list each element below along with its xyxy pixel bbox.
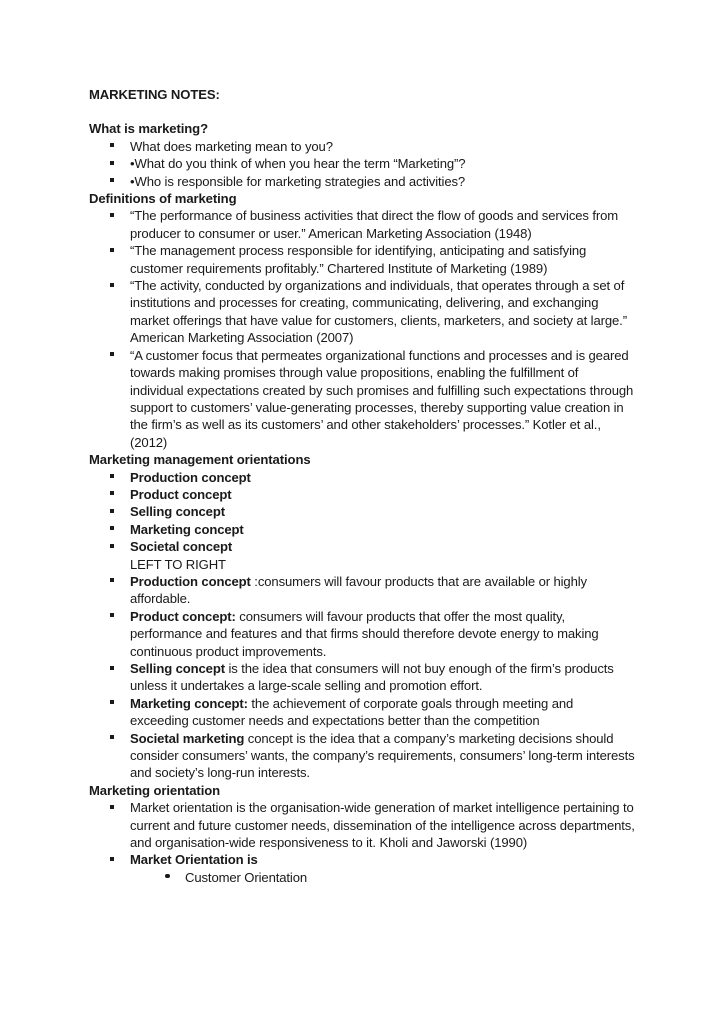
list-item-text: “The management process responsible for identifying, anticipating and satisfying customer requirements profitably.” Chartered Institute of Marketing (1989) <box>130 243 587 276</box>
list-item-text: •What do you think of when you hear the term “Marketing”? <box>130 156 466 172</box>
sections-container <box>89 120 635 886</box>
section-heading: What is marketing? <box>89 121 208 137</box>
bullet-dot-icon <box>165 869 177 886</box>
title-spacer <box>89 103 635 120</box>
bullet-square-icon <box>110 503 122 520</box>
document-body <box>89 86 635 886</box>
bullet-square-icon <box>110 486 122 503</box>
bullet-square-icon <box>110 207 122 224</box>
list-item-term: Selling concept <box>130 661 225 676</box>
list-item-term: Production concept <box>130 573 251 589</box>
section-heading: Marketing management orientations <box>89 452 311 468</box>
list-item <box>89 556 635 573</box>
list-item <box>89 155 635 172</box>
list-item <box>89 486 635 503</box>
list-item <box>89 469 635 486</box>
list-item-term: Production concept <box>130 469 251 485</box>
list-item-term: Marketing concept: <box>130 695 248 711</box>
document-title: MARKETING NOTES: <box>89 87 220 102</box>
list-item <box>89 277 635 347</box>
bullet-square-icon <box>110 695 122 712</box>
list-item-term: Marketing concept <box>130 521 244 537</box>
bullet-square-icon <box>110 799 122 816</box>
list-item <box>89 138 635 155</box>
list-item-text: is the idea that consumers will not buy enough of the firm’s products unless it undertakes a large-scale selling and promotion effort. <box>130 661 614 694</box>
list-item <box>89 608 635 660</box>
list-item <box>89 695 635 730</box>
bullet-square-icon <box>110 155 122 172</box>
list-item-term: Societal marketing <box>130 730 245 746</box>
bullet-square-icon <box>110 730 122 747</box>
list-item-text: What does marketing mean to you? <box>130 138 333 154</box>
bullet-square-icon <box>110 242 122 259</box>
list-item <box>89 573 635 608</box>
bullet-square-icon <box>110 608 122 625</box>
list-item <box>89 538 635 555</box>
list-item-text: “The activity, conducted by organizations and individuals, that operates through a set of institutions and processes for creating, communicating, delivering, and exchanging market offerings that have value for customers, clients, marketers, and society at large.” American Marketing Association (2007) <box>130 278 627 346</box>
list-item <box>89 521 635 538</box>
list-item <box>89 730 635 782</box>
list-item <box>89 869 635 886</box>
bullet-square-icon <box>110 538 122 555</box>
bullet-square-icon <box>110 573 122 590</box>
list-item-text: the achievement of corporate goals through meeting and exceeding customer needs and expectations better than the competition <box>130 695 574 729</box>
list-item-term: Selling concept <box>130 504 225 520</box>
list-item-text: consumers will favour products that offer the most quality, performance and features and that firms should therefore devote energy to making continuous product improvements. <box>130 608 599 659</box>
bullet-square-icon <box>110 660 122 677</box>
section-heading: Definitions of marketing <box>89 191 237 207</box>
list-item <box>89 503 635 520</box>
bullet-square-icon <box>110 347 122 364</box>
list-item <box>89 173 635 190</box>
list-item-text: concept is the idea that a company’s marketing decisions should consider consumers’ wants, the company’s requirements, consumers’ long-term interests and society’s long-run interests. <box>130 730 635 781</box>
list-item <box>89 799 635 851</box>
list-item-term: Market Orientation is <box>130 852 258 868</box>
section-heading: Marketing orientation <box>89 782 221 798</box>
list-item-term: Product concept: <box>130 608 236 624</box>
list-item-text: “The performance of business activities that direct the flow of goods and services from producer to consumer or user.” American Marketing Association (1948) <box>130 208 619 241</box>
list-item-text: Market orientation is the organisation-wide generation of market intelligence pertaining to current and future customer needs, dissemination of the intelligence across departments, and organisation-wide responsiveness to it. Kholi and Jaworski (1990) <box>130 800 635 851</box>
list-item-text: “A customer focus that permeates organizational functions and processes and is geared towards making promises through value propositions, enabling the fulfillment of individual expectations created by such promises and fulfilling such expectations through support to customers’ value-generating processes, thereby supporting value creation in the firm’s as well as its customers’ and other stakeholders’ processes.” Kotler et al., (2012) <box>130 347 634 450</box>
bullet-square-icon <box>110 173 122 190</box>
list-item-text: Customer Orientation <box>185 869 308 885</box>
list-item <box>89 207 635 242</box>
list-item <box>89 347 635 451</box>
list-item-term: Product concept <box>130 486 232 502</box>
bullet-square-icon <box>110 521 122 538</box>
bullet-square-icon <box>110 469 122 486</box>
list-item-text: LEFT TO RIGHT <box>130 556 226 572</box>
list-item <box>89 660 635 695</box>
list-item-text: •Who is responsible for marketing strategies and activities? <box>130 173 466 189</box>
bullet-square-icon <box>110 138 122 155</box>
list-item-text: :consumers will favour products that are available or highly affordable. <box>130 573 587 607</box>
list-item-term: Societal concept <box>130 539 233 555</box>
list-item <box>89 242 635 277</box>
bullet-square-icon <box>110 277 122 294</box>
bullet-square-icon <box>110 851 122 868</box>
list-item <box>89 851 635 868</box>
